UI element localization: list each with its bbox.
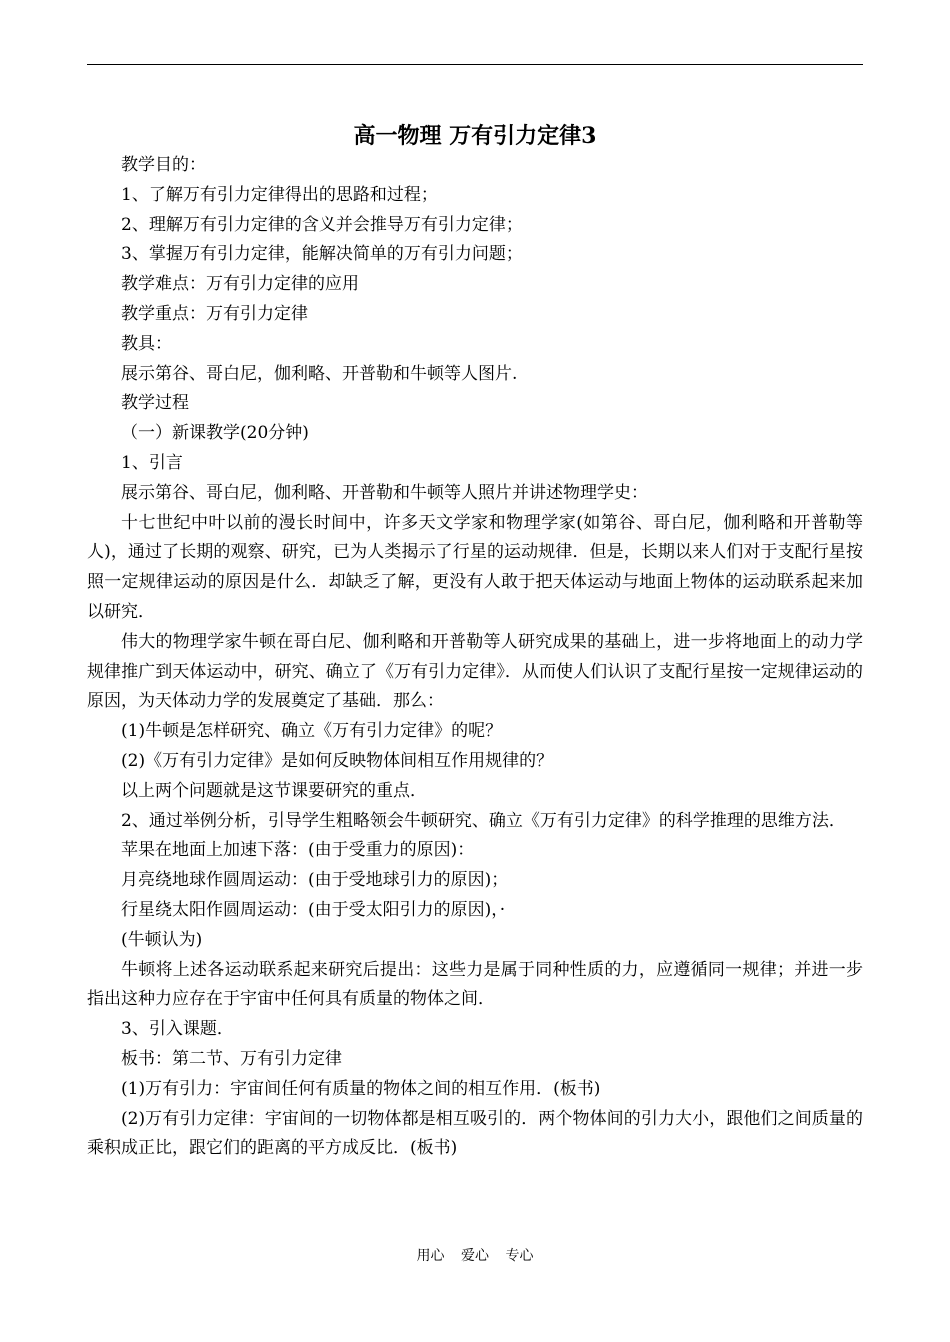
paragraph: 展示第谷、哥白尼，伽利略、开普勒和牛顿等人照片并讲述物理学史： <box>121 482 648 503</box>
paragraph: 月亮绕地球作圆周运动：(由于受地球引力的原因)； <box>121 870 509 891</box>
paragraph: (2)《万有引力定律》是如何反映物体间相互作用规律的？ <box>121 750 554 771</box>
page-footer: 用心 爱心 专心 <box>416 1248 534 1264</box>
paragraph: 以上两个问题就是这节课要研究的重点． <box>121 780 427 801</box>
paragraph: (2)万有引力定律：宇宙间的一切物体都是相互吸引的．两个物体间的引力大小，跟他们之间质量的乘积成正比，跟它们的距离的平方成反比．(板书) <box>87 1108 863 1159</box>
paragraph: 苹果在地面上加速下落：(由于受重力的原因)： <box>121 840 475 861</box>
paragraph: (牛顿认为) <box>121 929 203 950</box>
paragraph: (1)万有引力：宇宙间任何有质量的物体之间的相互作用．(板书) <box>121 1078 601 1099</box>
paragraph: 板书：第二节、万有引力定律 <box>121 1048 342 1069</box>
paragraph: 十七世纪中叶以前的漫长时间中，许多天文学家和物理学家(如第谷、哥白尼，伽利略和开普勒等人)，通过了长期的观察、研究，已为人类揭示了行星的运动规律．但是，长期以来人们对于支配行星按照一定规律运动的原因是什么．却缺乏了解，更没有人敢于把天体运动与地面上物体的运动联系起来加以研究． <box>87 512 863 622</box>
header-rule <box>87 64 863 65</box>
paragraph: 3、掌握万有引力定律，能解决简单的万有引力问题； <box>121 244 523 265</box>
paragraph: 2、理解万有引力定律的含义并会推导万有引力定律； <box>121 214 523 235</box>
document-body <box>87 151 863 1164</box>
paragraph: 教学难点：万有引力定律的应用 <box>121 274 359 295</box>
paragraph: 1、了解万有引力定律得出的思路和过程； <box>121 184 438 205</box>
paragraph: 教学重点：万有引力定律 <box>121 303 308 324</box>
paragraph: 教学过程 <box>121 393 189 414</box>
paragraph: 牛顿将上述各运动联系起来研究后提出：这些力是属于同种性质的力，应遵循同一规律；并进一步指出这种力应存在于宇宙中任何具有质量的物体之间． <box>87 959 863 1010</box>
paragraph: 伟大的物理学家牛顿在哥白尼、伽利略和开普勒等人研究成果的基础上，进一步将地面上的动力学规律推广到天体运动中，研究、确立了《万有引力定律》．从而使人们认识了支配行星按一定规律运动的原因，为天体动力学的发展奠定了基础．那么： <box>87 631 863 712</box>
paragraph: 教具： <box>121 333 172 354</box>
paragraph: 教学目的： <box>121 155 206 175</box>
paragraph: 展示第谷、哥白尼，伽利略、开普勒和牛顿等人图片. <box>121 363 518 384</box>
paragraph: （一）新课教学(20分钟) <box>121 423 309 444</box>
paragraph: 2、通过举例分析，引导学生粗略领会牛顿研究、确立《万有引力定律》的科学推理的思维方法． <box>121 810 846 831</box>
paragraph: 行星绕太阳作圆周运动：(由于受太阳引力的原因)，· <box>121 899 506 920</box>
paragraph: 3、引入课题． <box>121 1019 234 1040</box>
document-title: 高一物理 万有引力定律3 <box>353 123 597 149</box>
paragraph: 1、引言 <box>121 452 183 473</box>
paragraph: (1)牛顿是怎样研究、确立《万有引力定律》的呢？ <box>121 721 503 742</box>
